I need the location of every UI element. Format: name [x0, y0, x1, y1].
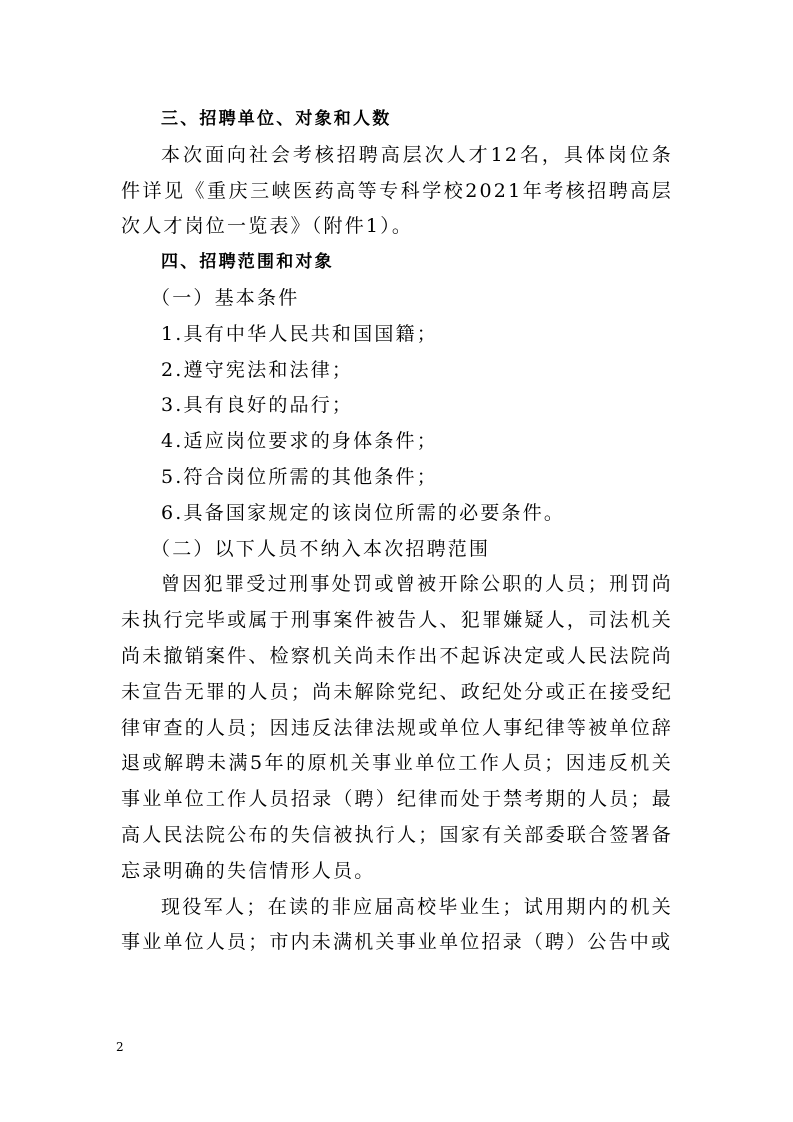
condition-item-1: 1.具有中华人民共和国国籍；: [161, 322, 438, 345]
condition-item-4: 4.适应岗位要求的身体条件；: [161, 430, 438, 453]
section-3-paragraph: 本次面向社会考核招聘高层次人才12名，具体岗位条件详见《重庆三峡医药高等专科学校2021年考核招聘高层次人才岗位一览表》（附件1）。: [121, 143, 673, 238]
exclusion-paragraph-2: 现役军人；在读的非应届高校毕业生；试用期内的机关事业单位人员；市内未满机关事业单位招录（聘）公告中或: [121, 895, 673, 954]
condition-item-3: 3.具有良好的品行；: [161, 394, 354, 417]
condition-item-6: 6.具备国家规定的该岗位所需的必要条件。: [161, 501, 566, 524]
exclusion-paragraph-1: 曾因犯罪受过刑事处罚或曾被开除公职的人员；刑罚尚未执行完毕或属于刑事案件被告人、犯罪嫌疑人，司法机关尚未撤销案件、检察机关尚未作出不起诉决定或人民法院尚未宣告无罪的人员；尚未解除党纪、政纪处分或正在接受纪律审查的人员；因违反法律法规或单位人事纪律等被单位辞退或解聘未满5年的原机关事业单位工作人员；因违反机关事业单位工作人员招录（聘）纪律而处于禁考期的人员；最高人民法院公布的失信被执行人；国家有关部委联合签署备忘录明确的失信情形人员。: [121, 573, 673, 882]
subsection-2-title: （二）以下人员不纳入本次招聘范围: [151, 537, 491, 560]
page-number: 2: [116, 1040, 124, 1054]
section-3-heading: 三、招聘单位、对象和人数: [161, 109, 392, 129]
condition-item-2: 2.遵守宪法和法律；: [161, 358, 354, 381]
subsection-1-title: （一）基本条件: [151, 286, 300, 309]
condition-item-5: 5.符合岗位所需的其他条件；: [161, 465, 438, 488]
section-4-heading: 四、招聘范围和对象: [161, 252, 334, 273]
document-body: [121, 102, 673, 961]
